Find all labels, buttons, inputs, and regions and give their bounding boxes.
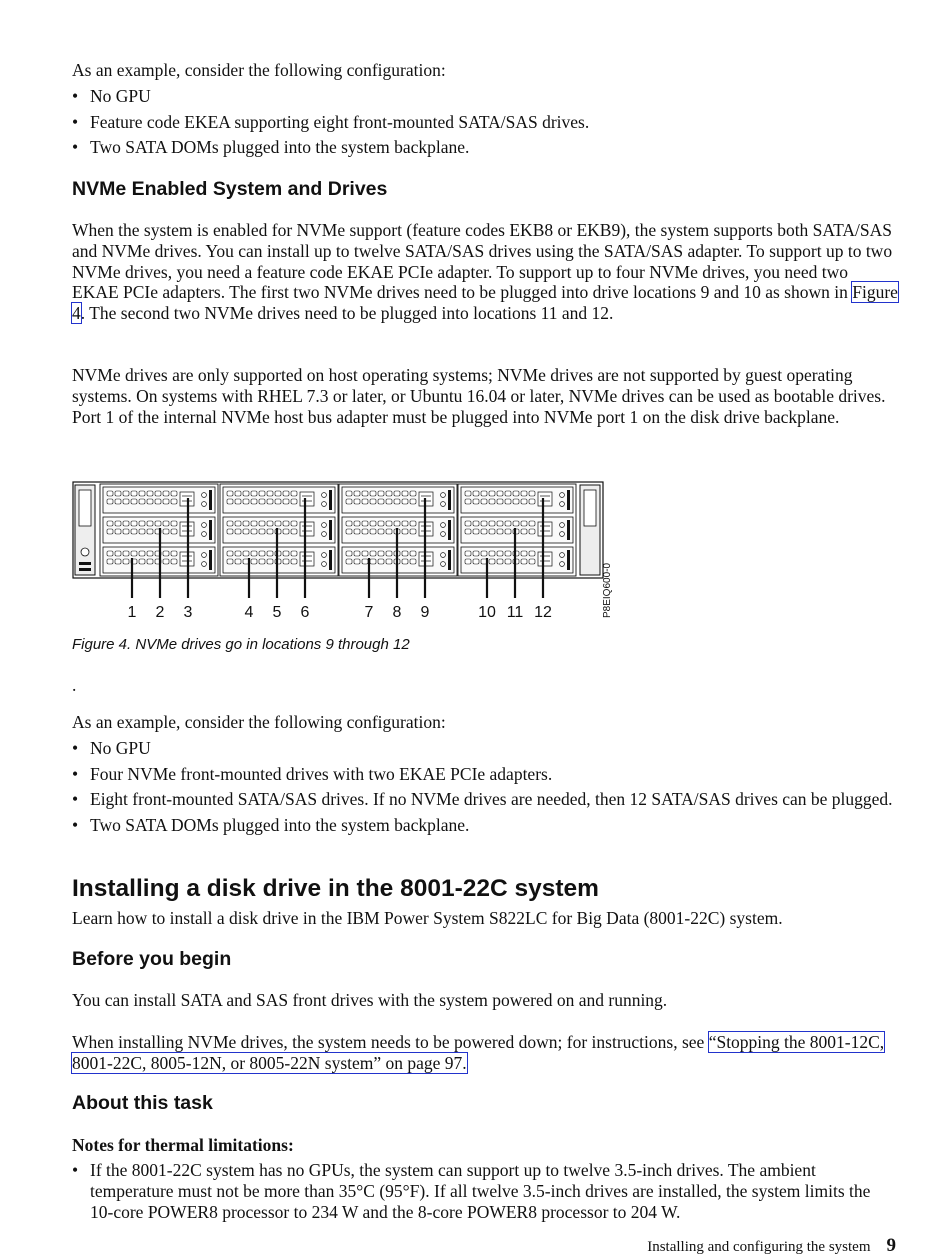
install-lead: Learn how to install a disk drive in the IBM Power System S822LC for Big Data (8001-22C) system. [72,908,783,928]
list-item: • No GPU [72,86,898,107]
figure-id: P8EIQ600-0 [602,562,613,618]
drive-bay-diagram [72,478,632,628]
figure-caption: Figure 4. NVMe drives go in locations 9 through 12 [72,636,410,653]
drive-bays [100,484,576,576]
intro-list-1 [72,86,898,158]
callout-label: 6 [300,604,310,621]
right-handle [584,490,596,526]
drive-slot [223,487,335,513]
thermal-notes-title: Notes for thermal limitations: [72,1135,294,1155]
drive-slot [342,487,454,513]
before-para2-text: When installing NVMe drives, the system needs to be powered down; for instructions, see [72,1032,709,1052]
figure-4-link[interactable]: Figure 4 [72,282,898,324]
nvme-paragraph-2: NVMe drives are only supported on host operating systems; NVMe drives are not supported by guest operating systems. On systems with RHEL 7.3 or later, or Ubuntu 16.04 or later, NVMe drives can be used as bootable drives. Port 1 of the internal NVMe host bus adapter must be plugged into NVMe port 1 on the disk drive backplane. [72,365,886,427]
list-item: • Eight front-mounted SATA/SAS drives. If no NVMe drives are needed, then 12 SATA/SAS drives can be plugged. [72,789,898,810]
callout-label: 1 [127,604,137,621]
callout-label: 4 [244,604,254,621]
callout-label: 3 [183,604,193,621]
page-number: 9 [886,1235,896,1256]
footer-section: Installing and configuring the system [647,1239,871,1255]
page-footer [647,1235,896,1257]
drive-slot [223,547,335,573]
drive-slot [223,517,335,543]
list-item: • Two SATA DOMs plugged into the system backplane. [72,137,898,158]
list-item: • Feature code EKEA supporting eight front-mounted SATA/SAS drives. [72,112,898,133]
intro-lead-1: As an example, consider the following configuration: [72,60,446,80]
status-led [79,568,91,571]
status-led [79,562,91,565]
intro-config-1 [72,60,898,163]
separator-dot: . [72,675,77,695]
nvme-para1-text: When the system is enabled for NVMe support (feature codes EKB8 or EKB9), the system supports both SATA/SAS and NVMe drives. You can install up to twelve SATA/SAS drives using the SATA/SAS adapter. To support up to two NVMe drives, you need a feature code EKAE PCIe adapter. To support up to four NVMe drives, you need two EKAE PCIe adapters. The first two NVMe drives need to be plugged into drive locations 9 and 10 as shown in [72,220,893,303]
stopping-system-link[interactable]: “Stopping the 8001-12C, 8001-22C, 8005-12N, or 8005-22N system” on page 97. [72,1032,885,1073]
drive-slot [461,517,573,543]
callout-label: 2 [155,604,165,621]
before-heading: Before you begin [72,948,232,970]
callout-label: 7 [364,604,374,621]
install-heading: Installing a disk drive in the 8001-22C system [72,875,599,902]
intro-config-2 [72,712,898,841]
nvme-paragraph-1 [72,220,898,324]
list-item: • No GPU [72,738,898,759]
list-item: • Two SATA DOMs plugged into the system backplane. [72,815,898,836]
callout-label: 5 [272,604,282,621]
callout-label: 11 [506,604,524,621]
drive-slot [461,487,573,513]
nvme-heading: NVMe Enabled System and Drives [72,178,388,200]
drive-bay-figure [72,478,632,628]
callout-label: 8 [392,604,402,621]
nvme-para1-text-end: . The second two NVMe drives need to be plugged into locations 11 and 12. [80,303,614,324]
list-item: • If the 8001-22C system has no GPUs, the system can support up to twelve 3.5-inch drives. The ambient temperature must not be more than 35°C (95°F). If all twelve 3.5-inch drives are installed, the system limits the 10-core POWER8 processor to 234 W and the 8-core POWER8 processor to 204 W. [72,1160,898,1222]
intro-lead-2: As an example, consider the following configuration: [72,712,446,732]
before-paragraph-1: You can install SATA and SAS front drives with the system powered on and running. [72,990,668,1010]
list-item: • Four NVMe front-mounted drives with two EKAE PCIe adapters. [72,764,898,785]
power-button-icon [81,548,89,556]
before-paragraph-2 [72,1032,898,1074]
callout-label: 10 [478,604,496,621]
intro-list-2 [72,738,898,836]
about-heading: About this task [72,1092,213,1114]
drive-slot [461,547,573,573]
callout-label: 12 [534,604,552,621]
left-handle [79,490,91,526]
callout-label: 9 [420,604,430,621]
thermal-notes-list [72,1160,898,1227]
drive-slot [103,487,215,513]
